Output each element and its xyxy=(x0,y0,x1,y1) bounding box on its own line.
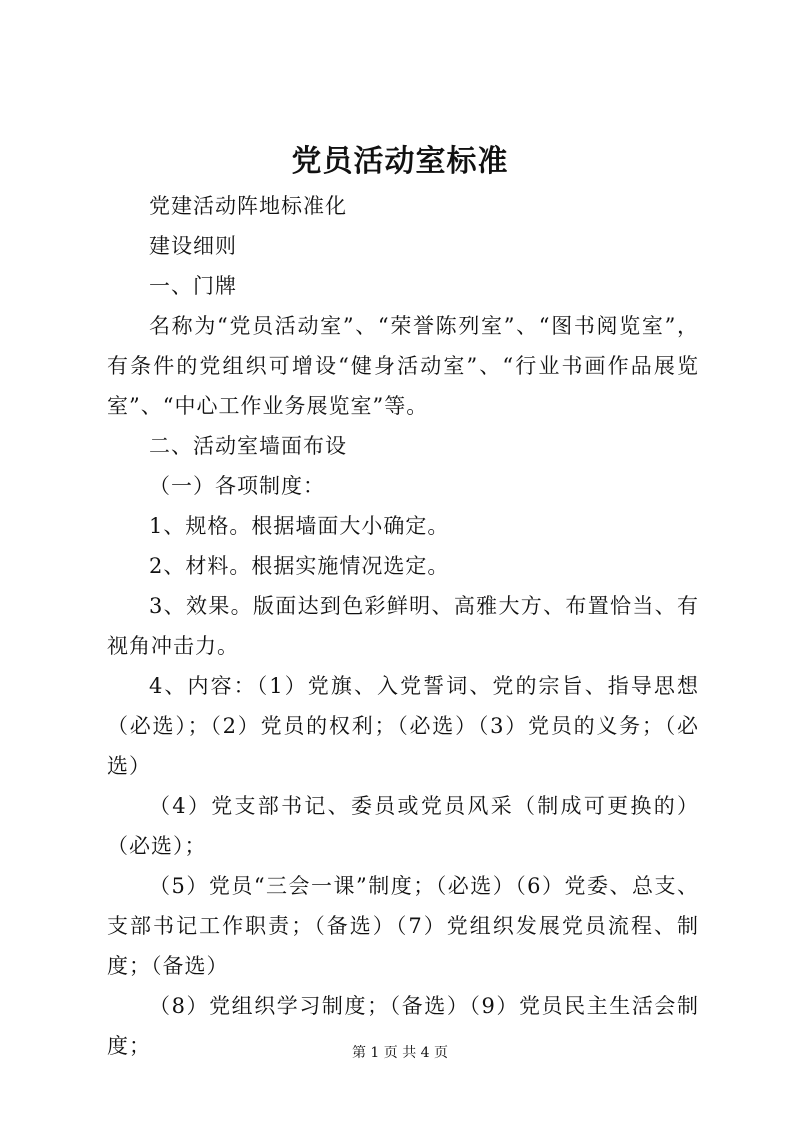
paragraph: 名称为“党员活动室”、“荣誉陈列室”、“图书阅览室”，有条件的党组织可增设“健身活动室”、“行业书画作品展览室”、“中心工作业务展览室”等。 xyxy=(107,314,699,418)
document-title: 党员活动室标准 xyxy=(291,144,509,179)
paragraph: 二、活动室墙面布设 xyxy=(149,434,347,458)
paragraph: （5）党员“三会一课”制度；（必选）（6）党委、总支、支部书记工作职责；（备选）（7）党组织发展党员流程、制度；（备选） xyxy=(107,874,699,978)
page-footer: 第 1 页 共 4 页 xyxy=(351,1045,449,1061)
paragraph: 4、内容：（1）党旗、入党誓词、党的宗旨、指导思想（必选）；（2）党员的权利；（必选）（3）党员的义务；（必选） xyxy=(107,674,699,778)
paragraph: （一）各项制度： xyxy=(149,474,325,498)
paragraph: 党建活动阵地标准化 xyxy=(149,194,347,218)
paragraph: 建设细则 xyxy=(149,234,237,258)
paragraph: （8）党组织学习制度；（备选）（9）党员民主生活会制度； xyxy=(107,994,699,1058)
paragraph: 1、规格。根据墙面大小确定。 xyxy=(149,514,450,538)
paragraph: 3、效果。版面达到色彩鲜明、高雅大方、布置恰当、有视角冲击力。 xyxy=(107,594,699,658)
paragraph: 2、材料。根据实施情况选定。 xyxy=(149,554,450,578)
paragraph: 一、门牌 xyxy=(149,274,237,298)
paragraph: （4）党支部书记、委员或党员风采（制成可更换的）（必选）； xyxy=(107,794,699,858)
document-body xyxy=(107,186,699,1066)
